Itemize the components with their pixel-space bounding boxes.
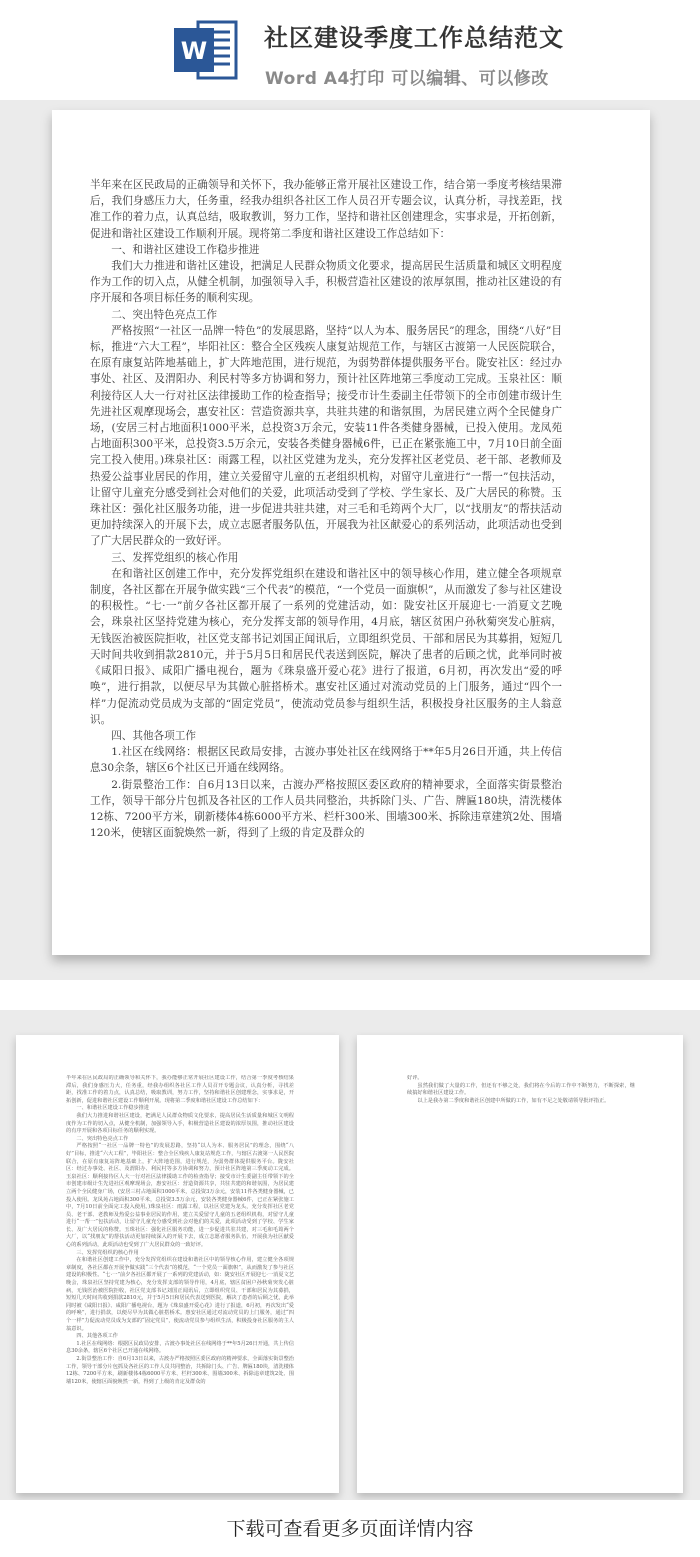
document-body	[90, 177, 562, 867]
footer	[0, 1500, 700, 1557]
header	[0, 0, 700, 100]
page-subtitle: Word A4打印 可以编辑、可以修改	[265, 69, 549, 89]
document-paragraph: 半年来在区民政局的正确领导和关怀下，我办能够正常开展社区建设工作，结合第一季度考核结果滞后，我们身感压力大，任务重，经我办组织各社区工作人员召开专题会议，认真分析，寻找差距，找准工作的着力点，认真总结，吸取教训，努力工作，坚持和谐社区创建理念，实事求是，开拓创新，促进和谐社区建设工作顺利开展。现将第二季度和谐社区建设工作总结如下：	[90, 179, 562, 240]
document-paragraph: 2.街景整治工作：自6月13日以来，古渡办严格按照区委区政府的精神要求，全面落实街景整治工作，领导干部分片包抓及各社区的工作人员共同整治，共拆除门头、广告、牌匾180块，清洗楼体12栋、7200平方米，刷新楼体4栋6000平方米、栏杆300米、围墙300米、拆除违章建筑2处、围墙120米，使辖区面貌焕然一新，得到了上级的肯定及群众的	[90, 778, 562, 840]
document-paragraph: 我们大力推进和谐社区建设，把满足人民群众物质文化要求，提高居民生活质量和城区文明程度作为工作的切入点，从健全机制，加强领导入手，积极营造社区建设的浓厚氛围，推动社区建设的有序开展和各项目标任务的顺利实现。	[90, 260, 562, 305]
document-paragraph: 四、其他各项工作	[111, 729, 196, 742]
thumbnail-1-paragraph: 一、和谐社区建设工作稳步推进	[76, 1105, 150, 1112]
thumbnail-1-text	[66, 1075, 294, 1485]
thumbnail-1-paragraph: 2.街景整治工作：自6月13日以来，古渡办严格按照区委区政府的精神要求，全面落实街景整治工作，领导干部分片包抓及各社区的工作人员共同整治，共拆除门头、广告、牌匾180块，清洗楼体12栋、7200平方米，刷新楼体4栋6000平方米、栏杆300米、围墙300米、拆除违章建筑2处、围墙120米，使辖区面貌焕然一新，得到了上级的肯定及群众的	[66, 1355, 294, 1385]
thumbnail-1-paragraph: 半年来在区民政局的正确领导和关怀下，我办能够正常开展社区建设工作，结合第一季度考核结果滞后，我们身感压力大，任务重，经我办组织各社区工作人员召开专题会议，认真分析，寻找差距，找准工作的着力点，认真总结，吸取教训，努力工作，坚持和谐社区创建理念，实事求是，开拓创新，促进和谐社区建设工作顺利开展。现将第二季度和谐社区建设工作总结如下：	[66, 1075, 294, 1104]
page-title: 社区建设季度工作总结范文	[264, 24, 564, 52]
thumbnail-1-paragraph: 三、发挥党组织的核心作用	[76, 1249, 139, 1256]
thumbnail-1-paragraph: 1.社区在线网络：根据区民政局安排，古渡办事处社区在线网络于**年5月26日开通，共上传信息30余条，辖区6个社区已开通在线网络。	[66, 1340, 294, 1355]
thumbnail-2-text	[407, 1075, 635, 1135]
document-paragraph: 1.社区在线网络：根据区民政局安排，古渡办事处社区在线网络于**年5月26日开通，共上传信息30余条，辖区6个社区已开通在线网络。	[90, 746, 562, 775]
document-paragraph: 在和谐社区创建工作中，充分发挥党组织在建设和谐社区中的领导核心作用，建立健全各项规章制度，各社区都在开展争做实践“三个代表”的模范，“一个党员一面旗帜”，从而激发了参与社区建设的积极性。“七·一”前夕各社区都开展了一系列的党建活动，如：陇安社区开展迎七·一消夏文艺晚会，珠泉社区坚持党建为核心，充分发挥支部的领导作用，4月底，辖区贫困户孙秋菊突发心脏病，无钱医治被医院拒收，社区党支部书记刘国正闻讯后，立即组织党员、干部和居民为其募捐，短短几天时间共收到捐款2810元，并于5月5日和居民代表送到医院，解决了患者的后顾之忧，此举同时被《咸阳日报》、咸阳广播电视台，题为《珠泉盛开爱心花》进行了报道，6月初，再次发出“爱的呼唤”，进行捐款，以便尽早为其做心脏搭桥术。惠安社区通过对流动党员的上门服务，通过“四个一样”力促流动党员成为支部的“固定党员”，使流动党员参与组织生活，积极投身社区服务的主人翁意识。	[90, 567, 562, 726]
thumbnail-2-paragraph: 以上是我办第二季度和谐社区创建中所做的工作，如有不足之处敬请领导批评指正。	[417, 1097, 610, 1104]
word-document-icon	[172, 18, 240, 82]
thumbnail-1-paragraph: 在和谐社区创建工作中，充分发挥党组织在建设和谐社区中的领导核心作用，建立健全各项规章制度，各社区都在开展争做实践“三个代表”的模范，“一个党员一面旗帜”，从而激发了参与社区建设的积极性。“七·一”前夕各社区都开展了一系列的党建活动，如：陇安社区开展迎七·一消夏文艺晚会，珠泉社区坚持党建为核心，充分发挥支部的领导作用，4月底，辖区贫困户孙秋菊突发心脏病，无钱医治被医院拒收，社区党支部书记刘国正闻讯后，立即组织党员、干部和居民为其募捐，短短几天时间共收到捐款2810元，并于5月5日和居民代表送到医院，解决了患者的后顾之忧，此举同时被《咸阳日报》、咸阳广播电视台，题为《珠泉盛开爱心花》进行了报道，6月初，再次发出“爱的呼唤”，进行捐款，以便尽早为其做心脏搭桥术。惠安社区通过对流动党员的上门服务，通过“四个一样”力促流动党员成为支部的“固定党员”，使流动党员参与组织生活，积极投身社区服务的主人翁意识。	[66, 1257, 294, 1332]
document-paragraph: 二、突出特色亮点工作	[111, 308, 218, 321]
thumbnail-2-paragraph: 好评。	[407, 1075, 423, 1081]
page-thumbnail-1[interactable]	[16, 1035, 339, 1493]
thumbnail-1-paragraph: 严格按照“一社区一品牌一特色”的发展思路，坚持“以人为本、服务居民”的理念，围绕“八好”目标，推进“六大工程”，毕阳社区：整合全区残疾人康复站规范工作，与辖区古渡第一人民医院联合，在原有康复站阵地基础上，扩大阵地范围，进行规范，为弱势群体提供服务平台。陇安社区：经过办事处、社区、及渭阳办、利民村等多方协调和努力，预计社区阵地第三季度动工完成。玉泉社区：顺利接待区人大一行对社区法律援助工作的检查指导；接受市计生委副主任带领下的全市创建市级计生先进社区观摩现场会，惠安社区：营造资源共享，共驻共建的和谐氛围，为居民建立两个全民健身广场，(安居三村占地面积1000平米，总投资3万余元，安装11件各类健身器械，已投入使用。龙凤苑占地面积300平米，总投资3.5万余元，安装各类健身器械6件，已正在紧张施工中，7月10日前全面完工投入使用。)珠泉社区：雨露工程，以社区党建为龙头，充分发挥社区老党员、老干部、老教师及热爱公益事业居民的作用，建立关爱留守儿童的五老组织机构，对留守儿童进行“一帮一”包扶活动，让留守儿童充分感受到社会对他们的关爱，此项活动受到了学校、学生家长、及广大居民的称赞。玉珠社区：强化社区服务功能，进一步促进共驻共建，对三毛和毛筠两个大厂，以“找朋友”的帮扶活动更加持续深入的开展下去，成立志愿者服务队伍，开展我为社区献爱心的系列活动，此项活动也受到了广大居民群众的一致好评。	[66, 1143, 294, 1249]
download-more-link[interactable]: 下载可查看更多页面详情内容	[226, 1518, 474, 1540]
thumbnail-2-paragraph: 虽然我们做了大量的工作，但还有不够之处，我们将在今后的工作中不断努力，不断探索，继续搞好和谐社区建设工作。	[407, 1082, 635, 1097]
page-thumbnail-2[interactable]	[357, 1035, 683, 1493]
document-paragraph: 三、发挥党组织的核心作用	[111, 551, 239, 564]
thumbnail-1-paragraph: 二、突出特色亮点工作	[76, 1135, 129, 1142]
document-paragraph: 一、和谐社区建设工作稳步推进	[111, 243, 260, 256]
thumbnail-1-paragraph: 四、其他各项工作	[76, 1333, 118, 1340]
word-icon-letter: W	[180, 37, 208, 65]
thumbnail-1-paragraph: 我们大力推进和谐社区建设，把满足人民群众物质文化要求，提高居民生活质量和城区文明程度作为工作的切入点，从健全机制，加强领导入手，积极营造社区建设的浓厚氛围，推动社区建设的有序开展和各项目标任务的顺利实现。	[66, 1112, 294, 1135]
document-paragraph: 严格按照“一社区一品牌一特色”的发展思路，坚持“以人为本、服务居民”的理念，围绕“八好”目标，推进“六大工程”，毕阳社区：整合全区残疾人康复站规范工作，与辖区古渡第一人民医院联合，在原有康复站阵地基础上，扩大阵地范围，进行规范，为弱势群体提供服务平台。陇安社区：经过办事处、社区、及渭阳办、利民村等多方协调和努力，预计社区阵地第三季度动工完成。玉泉社区：顺利接待区人大一行对社区法律援助工作的检查指导；接受市计生委副主任带领下的全市创建市级计生先进社区观摩现场会，惠安社区：营造资源共享，共驻共建的和谐氛围，为居民建立两个全民健身广场，(安居三村占地面积1000平米，总投资3万余元，安装11件各类健身器械，已投入使用。龙凤苑占地面积300平米，总投资3.5万余元，安装各类健身器械6件，已正在紧张施工中，7月10日前全面完工投入使用。)珠泉社区：雨露工程，以社区党建为龙头，充分发挥社区老党员、老干部、老教师及热爱公益事业居民的作用，建立关爱留守儿童的五老组织机构，对留守儿童进行“一帮一”包扶活动，让留守儿童充分感受到社会对他们的关爱，此项活动受到了学校、学生家长、及广大居民的称赞。玉珠社区：强化社区服务功能，进一步促进共驻共建，对三毛和毛筠两个大厂，以“找朋友”的帮扶活动更加持续深入的开展下去，成立志愿者服务队伍，开展我为社区献爱心的系列活动，此项活动也受到了广大居民群众的一致好评。	[90, 324, 562, 548]
